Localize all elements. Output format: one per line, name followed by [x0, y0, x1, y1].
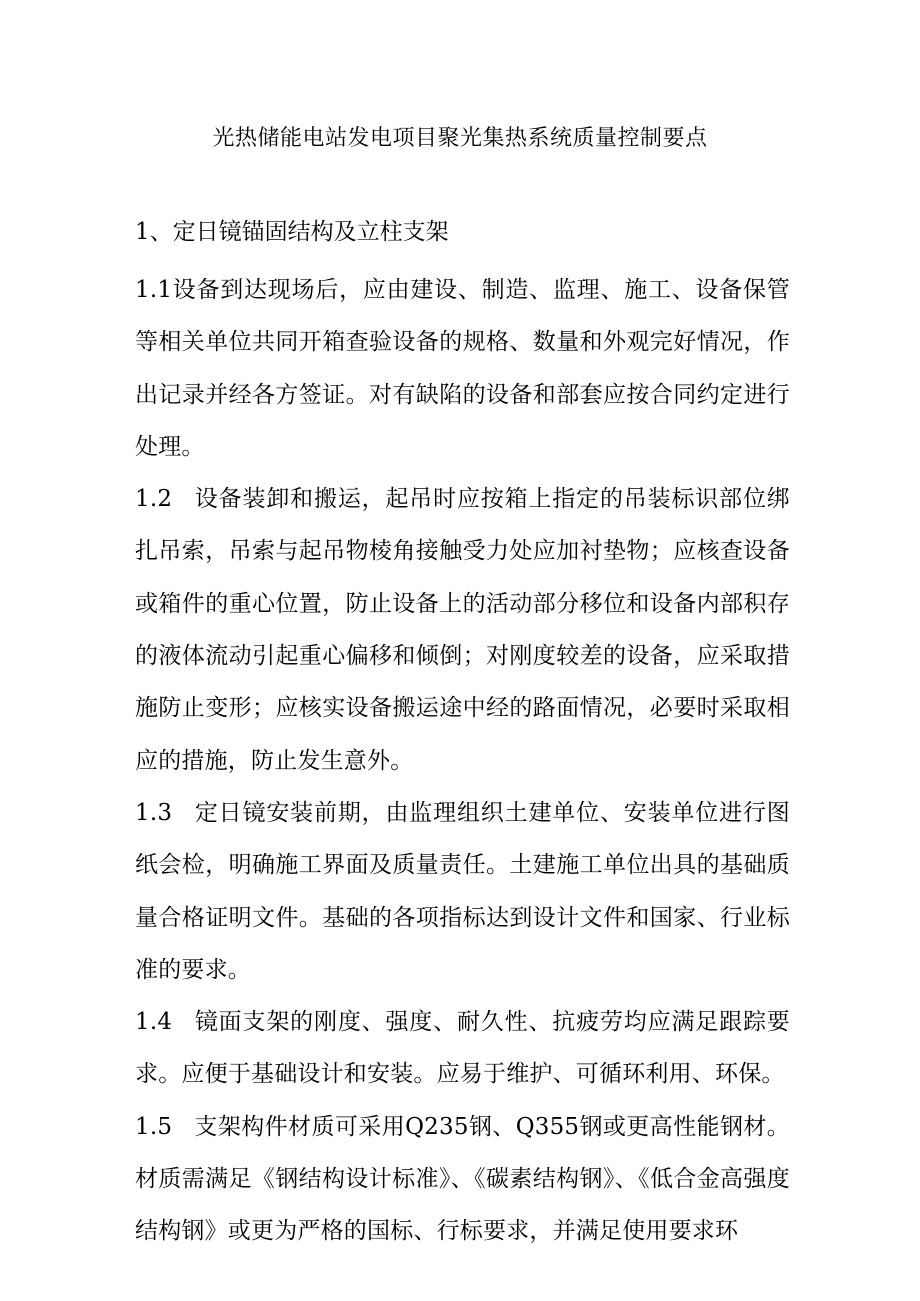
section-heading: 1、定日镜锚固结构及立柱支架 [135, 219, 449, 245]
paragraph-number: 1.5 [135, 1113, 173, 1140]
paragraph-number: 1.1 [135, 277, 173, 303]
paragraph-number: 1.2 [135, 486, 173, 513]
document-title: 光热储能电站发电项目聚光集热系统质量控制要点 [212, 126, 708, 151]
paragraph-1-5 [135, 1101, 790, 1258]
paragraph-text: 设备装卸和搬运，起吊时应按箱上指定的吊装标识部位绑扎吊索，吊索与起吊物棱角接触受力处应加衬垫物；应核查设备或箱件的重心位置，防止设备上的活动部分移位和设备内部积存的液体流动引起重心偏移和倾倒；对刚度较差的设备，应采取措施防止变形；应核实设备搬运途中经的路面情况，必要时采取相应的措施，防止发生意外。 [135, 486, 790, 774]
paragraph-1-3 [135, 787, 790, 996]
paragraph-1-4 [135, 996, 790, 1101]
paragraph-number: 1.4 [135, 1009, 173, 1036]
paragraph-1-1 [135, 264, 790, 473]
paragraph-number: 1.3 [135, 799, 173, 826]
paragraph-text: 支架构件材质可采用Q235钢、Q355钢或更高性能钢材。材质需满足《钢结构设计标准》、《碳素结构钢》、《低合金高强度结构钢》或更为严格的国标、行标要求，并满足使用要求环 [135, 1113, 790, 1245]
paragraph-text: 定日镜安装前期，由监理组织土建单位、安装单位进行图纸会检，明确施工界面及质量责任。土建施工单位出具的基础质量合格证明文件。基础的各项指标达到设计文件和国家、行业标准的要求。 [135, 799, 790, 983]
paragraph-1-2 [135, 473, 790, 787]
document-body [135, 264, 790, 1258]
paragraph-text: 设备到达现场后，应由建设、制造、监理、施工、设备保管等相关单位共同开箱查验设备的规格、数量和外观完好情况，作出记录并经各方签证。对有缺陷的设备和部套应按合同约定进行处理。 [135, 277, 790, 460]
paragraph-text: 镜面支架的刚度、强度、耐久性、抗疲劳均应满足跟踪要求。应便于基础设计和安装。应易于维护、可循环利用、环保。 [135, 1009, 790, 1088]
